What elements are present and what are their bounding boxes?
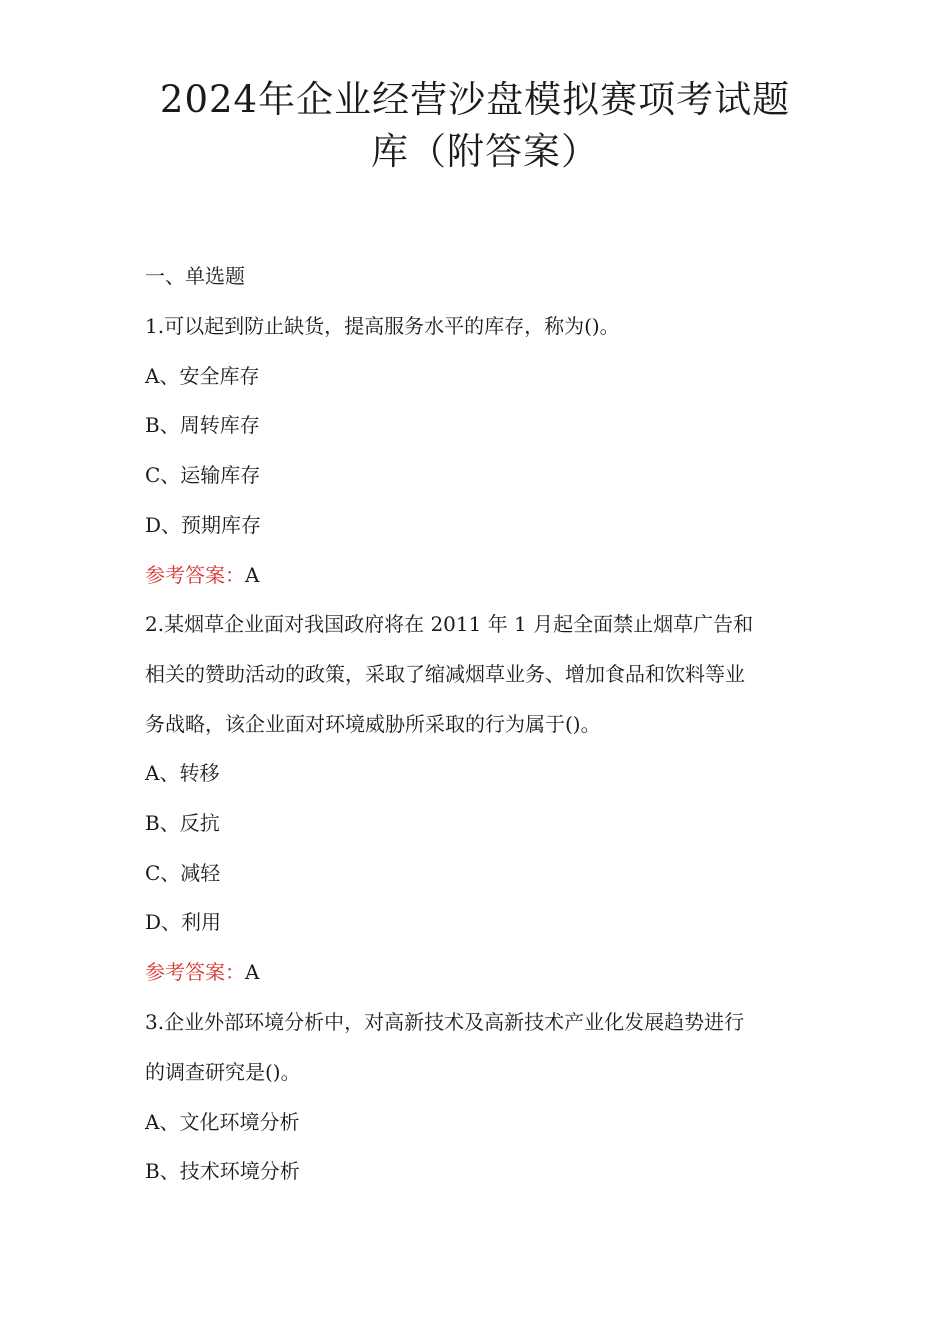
answer-value: A — [245, 563, 260, 587]
question-2-stem-line-1: 2.某烟草企业面对我国政府将在 2011 年 1 月起全面禁止烟草广告和 — [145, 612, 754, 636]
question-1-option-b: B、周转库存 — [145, 413, 260, 437]
question-3-stem-line-2: 的调查研究是()。 — [145, 1060, 301, 1084]
document-title-line-1: 2024年企业经营沙盘模拟赛项考试题 — [159, 78, 791, 121]
question-2-option-a: A、转移 — [145, 761, 220, 785]
question-1-answer — [145, 561, 259, 589]
answer-label: 参考答案： — [145, 960, 245, 984]
question-2-stem-line-3: 务战略，该企业面对环境威胁所采取的行为属于()。 — [145, 712, 601, 736]
question-1-stem: 1.可以起到防止缺货，提高服务水平的库存，称为()。 — [145, 314, 620, 338]
question-1-option-c: C、运输库存 — [145, 463, 261, 487]
question-1-option-d: D、预期库存 — [145, 513, 262, 537]
answer-value: A — [245, 960, 260, 984]
question-2-option-d: D、利用 — [145, 910, 222, 934]
question-2-stem-line-2: 相关的赞助活动的政策，采取了缩减烟草业务、增加食品和饮料等业 — [145, 662, 745, 686]
section-heading: 一、单选题 — [145, 264, 245, 288]
question-2-answer — [145, 958, 259, 986]
document-title-line-2: 库（附答案） — [371, 130, 599, 173]
question-2-option-c: C、减轻 — [145, 861, 221, 885]
answer-label: 参考答案： — [145, 563, 245, 587]
question-3-option-b: B、技术环境分析 — [145, 1159, 300, 1183]
question-1-option-a: A、安全库存 — [145, 364, 260, 388]
question-3-option-a: A、文化环境分析 — [145, 1110, 300, 1134]
question-3-stem-line-1: 3.企业外部环境分析中，对高新技术及高新技术产业化发展趋势进行 — [145, 1010, 745, 1034]
question-2-option-b: B、反抗 — [145, 811, 220, 835]
